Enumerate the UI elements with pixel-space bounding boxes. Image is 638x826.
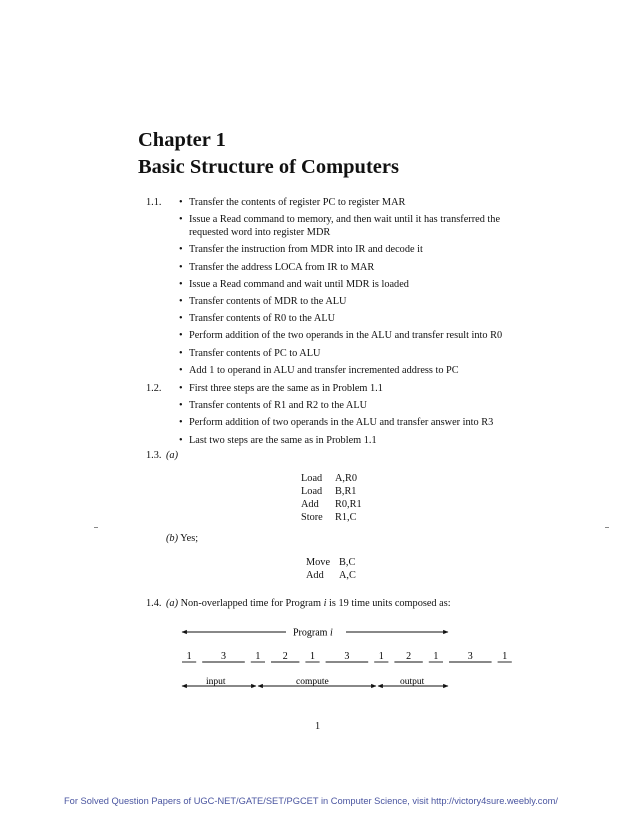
part-label-1-3a: (a) (166, 450, 179, 461)
code-op: Add (306, 570, 324, 581)
segment-group (182, 651, 512, 662)
code-args: R1,C (335, 512, 357, 523)
list-item: • Issue a Read command and wait until MDR is loaded (179, 278, 509, 291)
code-args: R0,R1 (335, 499, 362, 510)
list-item: • First three steps are the same as in Problem 1.1 (179, 382, 509, 395)
problem-number-1-1: 1.1. (146, 197, 162, 208)
list-item: • Transfer contents of PC to ALU (179, 347, 509, 360)
list-item: • Transfer contents of R1 and R2 to the ALU (179, 399, 509, 412)
page-number: 1 (315, 721, 321, 732)
code-line (301, 485, 362, 498)
list-item: • Transfer contents of R0 to the ALU (179, 312, 509, 325)
phase-label-output: output (400, 677, 425, 687)
code-line (301, 498, 362, 511)
segment-label: 3 (221, 651, 226, 662)
code-block-a (301, 472, 362, 524)
segment-label: 3 (467, 651, 473, 662)
list-item: • Transfer the address LOCA from IR to MAR (179, 261, 509, 274)
code-op: Store (301, 512, 323, 523)
text-before: Non-overlapped time for Program (180, 598, 321, 609)
phase-label-input: input (206, 677, 226, 687)
list-item: • Last two steps are the same as in Problem 1.1 (179, 434, 509, 447)
chapter-title: Basic Structure of Computers (138, 156, 399, 178)
segment-label: 1 (255, 651, 261, 662)
code-args: B,R1 (335, 486, 357, 497)
code-op: Add (301, 499, 319, 510)
code-op: Move (306, 557, 331, 568)
program-label-text: Program (293, 627, 328, 639)
margin-mark (605, 527, 609, 528)
phase-label-compute: compute (296, 677, 329, 687)
part-label-1-4a: (a) (166, 598, 179, 609)
problem-number-1-4: 1.4. (146, 598, 162, 609)
segment-label: 2 (406, 651, 412, 662)
code-line (301, 472, 362, 485)
code-line (301, 511, 362, 524)
list-item: • Transfer the contents of register PC to register MAR (179, 196, 509, 209)
segment-label: 1 (433, 651, 439, 662)
segment-label: 1 (186, 651, 192, 662)
code-line (306, 556, 356, 569)
program-label-var: i (329, 627, 333, 639)
timing-diagram (170, 620, 508, 692)
code-block-b (306, 556, 356, 582)
list-item: • Issue a Read command to memory, and then wait until it has transferred the requested word into register MDR (179, 213, 509, 239)
program-var: i (323, 598, 327, 609)
text-after: is 19 time units composed as: (329, 598, 451, 609)
list-item: • Add 1 to operand in ALU and transfer incremented address to PC (179, 364, 509, 377)
segment-label: 1 (502, 651, 508, 662)
list-item: • Perform addition of the two operands in the ALU and transfer result into R0 (179, 329, 509, 342)
problem-number-1-2: 1.2. (146, 383, 162, 394)
segment-label: 2 (282, 651, 288, 662)
problem-number-1-3: 1.3. (146, 450, 162, 461)
list-item: • Transfer contents of MDR to the ALU (179, 295, 509, 308)
part-label-1-3b: (b) (166, 533, 179, 544)
code-line (306, 569, 356, 582)
code-op: Load (301, 486, 323, 497)
code-args: A,C (339, 570, 356, 581)
segment-label: 1 (310, 651, 315, 662)
code-args: A,R0 (335, 473, 358, 484)
margin-mark (94, 527, 98, 528)
part-b-line (166, 532, 198, 545)
part-b-text: Yes; (180, 533, 199, 544)
bullet-list-1-2 (179, 382, 509, 451)
code-args: B,C (339, 557, 356, 568)
program-label (293, 628, 333, 639)
segment-label: 3 (344, 651, 350, 662)
list-item: • Transfer the instruction from MDR into IR and decode it (179, 243, 509, 256)
code-op: Load (301, 473, 323, 484)
bullet-list-1-1 (179, 196, 509, 381)
problem-1-4-text (166, 597, 451, 610)
footer-link[interactable]: For Solved Question Papers of UGC-NET/GATE/SET/PGCET in Computer Science, visit http://victory4sure.weebly.com/ (64, 796, 558, 806)
chapter-label: Chapter 1 (138, 129, 226, 151)
list-item: • Perform addition of two operands in the ALU and transfer answer into R3 (179, 416, 509, 429)
segment-label: 1 (378, 651, 384, 662)
